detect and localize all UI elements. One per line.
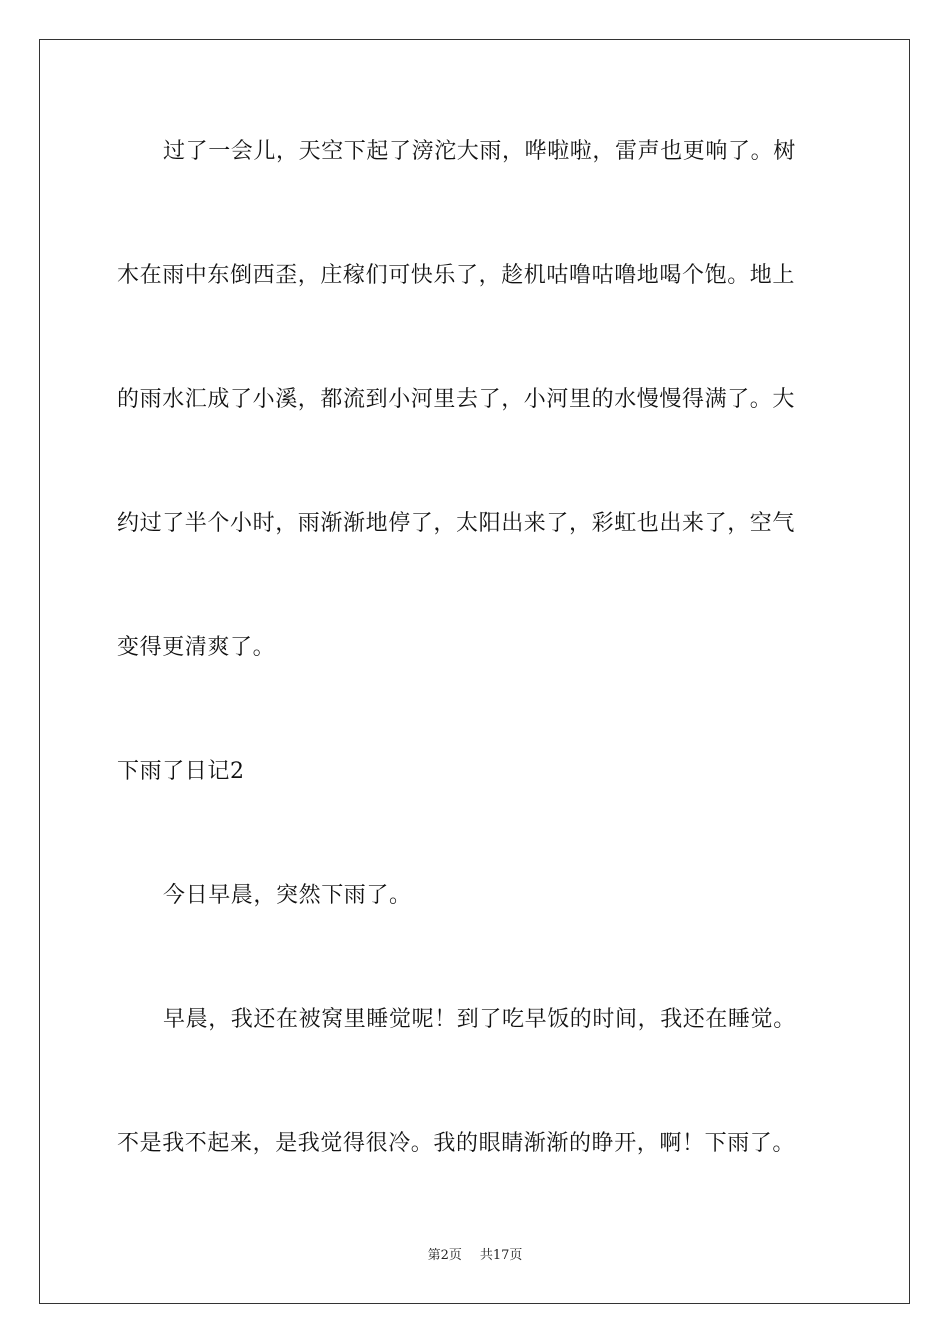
- paragraph-line: 今日早晨，突然下雨了。: [163, 883, 412, 908]
- section-heading: 下雨了日记2: [117, 759, 245, 784]
- paragraph-line: 不是我不起来，是我觉得很冷。我的眼睛渐渐的睁开，啊！下雨了。: [117, 1131, 796, 1156]
- paragraph-line: 早晨，我还在被窝里睡觉呢！到了吃早饭的时间，我还在睡觉。: [163, 1007, 796, 1032]
- paragraph-line: 过了一会儿，天空下起了滂沱大雨，哗啦啦，雷声也更响了。树: [163, 139, 796, 164]
- page-total: 共17页: [479, 1248, 523, 1263]
- paragraph-line: 变得更清爽了。: [117, 635, 276, 660]
- paragraph-line: 木在雨中东倒西歪，庄稼们可快乐了，趁机咕噜咕噜地喝个饱。地上: [117, 263, 796, 288]
- page-border: [39, 39, 910, 1304]
- page-number: 第2页: [427, 1248, 462, 1263]
- paragraph-line: 的雨水汇成了小溪，都流到小河里去了，小河里的水慢慢得满了。大: [117, 387, 796, 412]
- paragraph-line: 约过了半个小时，雨渐渐地停了，太阳出来了，彩虹也出来了，空气: [117, 511, 796, 536]
- page-footer: [0, 1244, 950, 1263]
